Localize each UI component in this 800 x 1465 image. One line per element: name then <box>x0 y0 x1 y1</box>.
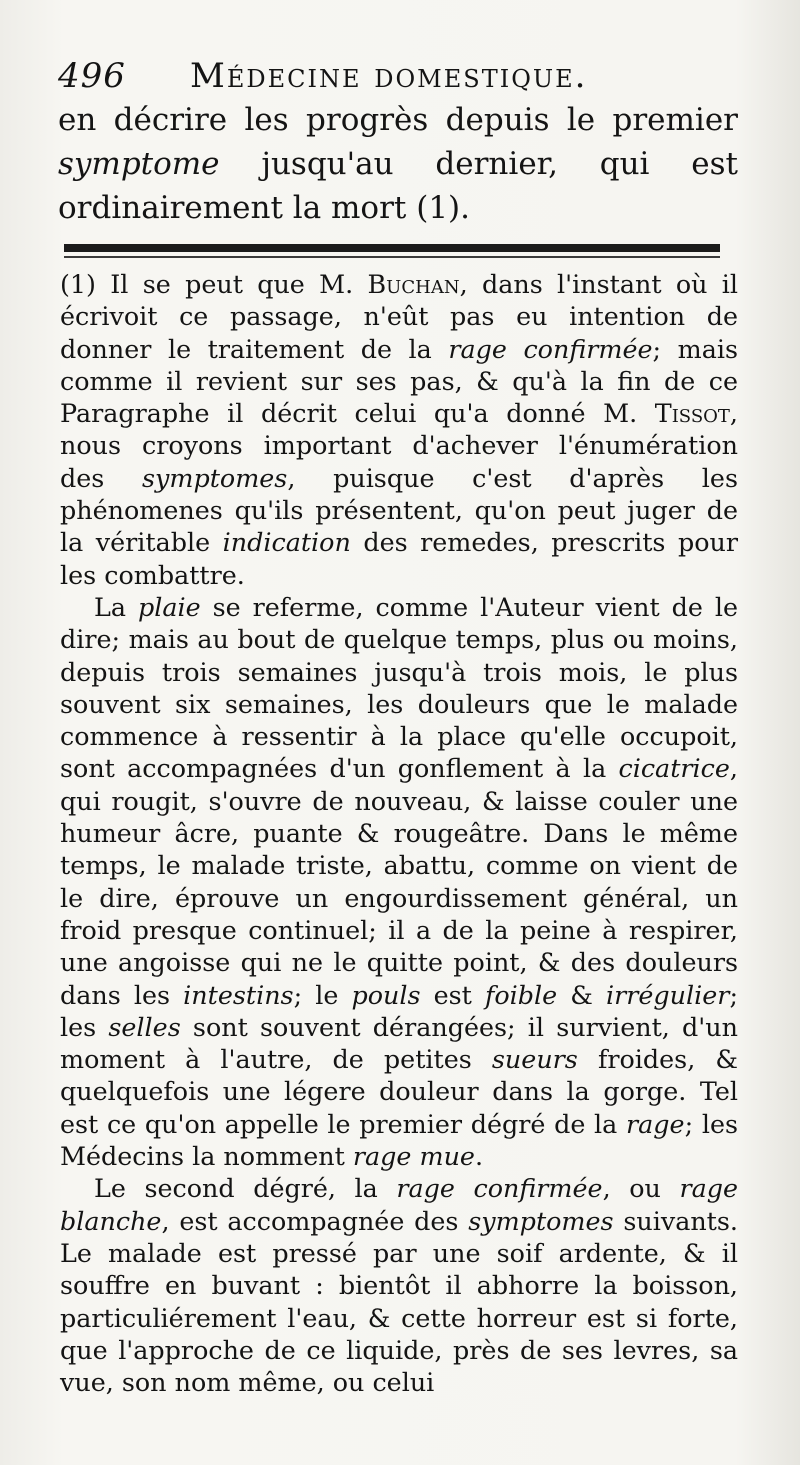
note-text: (1) Il se peut que M. <box>60 269 368 299</box>
note-italic: symptomes <box>468 1205 614 1236</box>
note-text: & <box>557 979 606 1010</box>
intro-italic: symptome <box>58 146 220 182</box>
note-text: , nous croyons important d'achever l'énumération des <box>60 398 738 493</box>
note-italic: rage confirmée <box>448 333 653 364</box>
running-title: Médecine domestique. <box>190 56 588 96</box>
note-text: ; les <box>60 979 738 1042</box>
note-text: se referme, comme l'Auteur vient de le dire; mais au bout de quelque temps, plus ou moins, depuis trois semaines jusqu'à trois mois, le plus souvent six semaines, les douleurs que le malade commence à ressentir à la place qu'elle occupoit, sont accompagnées d'un gonflement à la <box>60 591 738 784</box>
note-italic: rage confirmée <box>396 1173 603 1204</box>
note-text: des remedes, prescrits pour les combattre. <box>60 527 738 590</box>
note-italic: pouls <box>351 979 421 1010</box>
footnote-paragraph-3 <box>60 1172 738 1398</box>
note-italic: cicatrice <box>618 753 730 784</box>
footnote-paragraph-1 <box>60 268 738 591</box>
note-text: , puisque c'est d'après les phénomenes qu'ils présentent, qu'on peut juger de la véritable <box>60 462 738 558</box>
note-text: sont souvent dérangées; il survient, d'un moment à l'autre, de petites <box>60 1011 738 1075</box>
note-text: ; le <box>293 979 352 1010</box>
note-italic: irrégulier <box>606 979 730 1010</box>
note-italic: intestins <box>183 979 294 1010</box>
intro-text: en décrire les progrès depuis le premier <box>58 102 738 138</box>
running-head <box>58 52 738 100</box>
note-text: , ou <box>602 1173 680 1204</box>
note-text: , dans l'instant où il écrivoit ce passage, n'eût pas eu intention de donner le traitement de la <box>60 269 739 364</box>
note-text: ; les Médecins la nomment <box>60 1108 738 1172</box>
note-author: Buchan <box>367 269 460 299</box>
note-italic: foible <box>484 979 558 1010</box>
note-text: est <box>420 979 485 1010</box>
footnote-paragraph-2 <box>60 591 738 1172</box>
note-author: Tissot <box>654 398 730 429</box>
footnote <box>60 268 738 1398</box>
note-italic: rage blanche <box>60 1173 738 1236</box>
note-italic: symptomes <box>142 462 288 493</box>
note-italic: rage <box>626 1108 685 1139</box>
note-italic: rage mue <box>352 1141 475 1172</box>
intro-paragraph <box>58 98 738 230</box>
note-text: La <box>94 591 138 622</box>
note-italic: indication <box>222 527 351 558</box>
note-italic: selles <box>108 1011 181 1042</box>
page-number: 496 <box>58 56 126 96</box>
note-text: , qui rougit, s'ouvre de nouveau, & laisse couler une humeur âcre, puante & rougeâtre. Dans le même temps, le malade triste, abattu, comme on vient de le dire, éprouve un engourdissement général, un froid presque continuel; il a de la peine à respirer, une angoisse qui ne le quitte point, & des douleurs dans les <box>60 753 738 1010</box>
note-text: Le second dégré, la <box>94 1173 397 1204</box>
note-text: . <box>474 1141 484 1172</box>
note-text: ; mais comme il revient sur ses pas, & qu'à la fin de ce Paragraphe il décrit celui qu'a donné M. <box>60 333 739 429</box>
note-text: , est accompagnée des <box>161 1205 469 1236</box>
note-italic: plaie <box>137 591 201 622</box>
intro-text-end: jusqu'au dernier, qui est ordinairement la mort (1). <box>58 146 738 226</box>
note-italic: sueurs <box>491 1044 578 1075</box>
section-divider <box>64 244 720 252</box>
note-text: suivants. Le malade est pressé par une soif ardente, & il souffre en buvant : bientôt il abhorre la boisson, particuliérement l'eau, & cette horreur est si forte, que l'approche de ce liquide, près de ses levres, sa vue, son nom même, ou celui <box>60 1205 738 1398</box>
note-text: froides, & quelquefois une légere douleur dans la gorge. Tel est ce qu'on appelle le premier dégré de la <box>60 1044 738 1139</box>
